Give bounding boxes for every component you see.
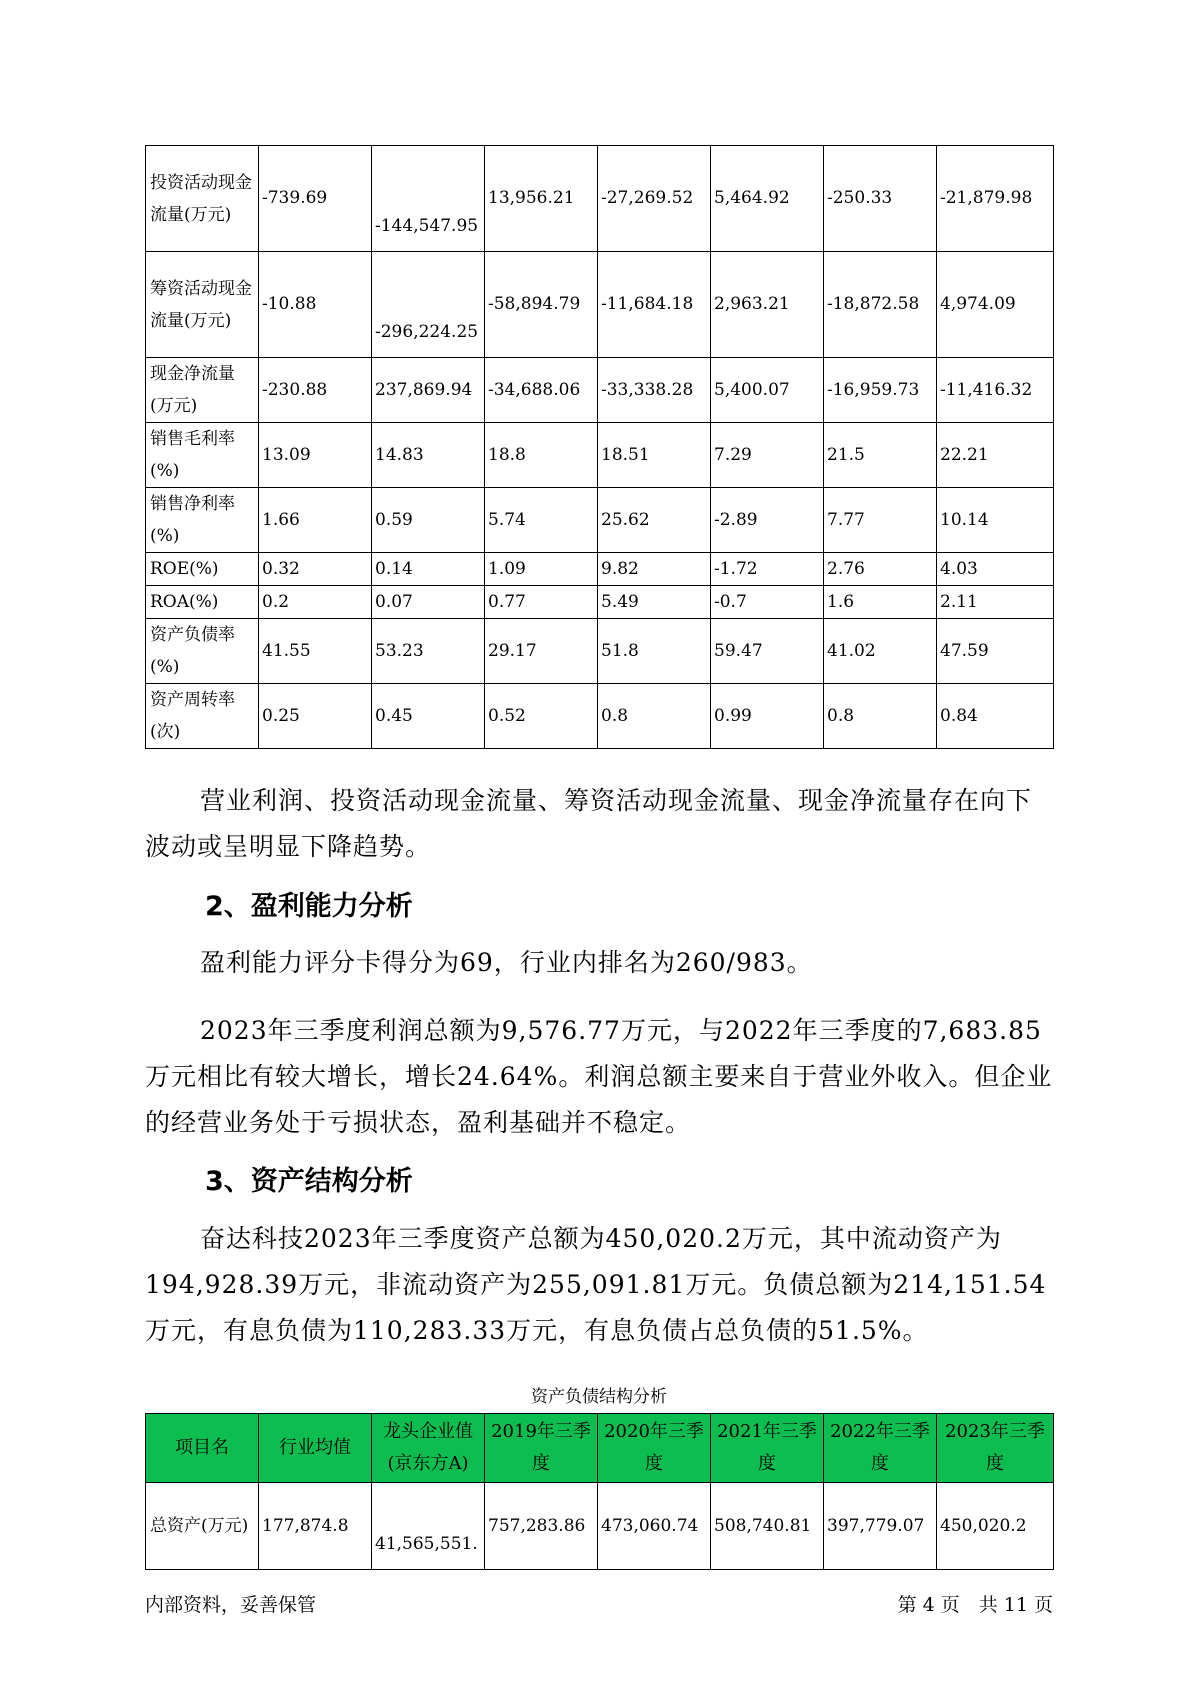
- column-header: 2020年三季度: [598, 1414, 711, 1483]
- row-label: 投资活动现金流量(万元): [146, 146, 259, 252]
- table-row: [146, 488, 1054, 553]
- table-cell: 5,400.07: [711, 358, 824, 423]
- table-cell: 13,956.21: [485, 146, 598, 252]
- row-label: 销售净利率(%): [146, 488, 259, 553]
- table-cell: -10.88: [259, 252, 372, 358]
- table-row: [146, 586, 1054, 619]
- asset-paragraph: 奋达科技2023年三季度资产总额为450,020.2万元，其中流动资产为194,928.39万元，非流动资产为255,091.81万元。负债总额为214,151.54万元，有息负债为110,283.33万元，有息负债占总负债的51.5%。: [145, 1224, 1047, 1345]
- row-label: ROE(%): [146, 553, 259, 586]
- row-label: ROA(%): [146, 586, 259, 619]
- section-heading-profitability: 2、盈利能力分析: [205, 891, 413, 922]
- page-number: 第 4 页 共 11 页: [897, 1594, 1053, 1616]
- table-row: [146, 1483, 1054, 1570]
- table-cell: -18,872.58: [824, 252, 937, 358]
- table-cell: -11,416.32: [937, 358, 1054, 423]
- table-row: [146, 146, 1054, 252]
- table-cell: -2.89: [711, 488, 824, 553]
- table-cell: 53.23: [372, 619, 485, 684]
- table-cell: -58,894.79: [485, 252, 598, 358]
- table-cell: 397,779.07: [824, 1483, 937, 1570]
- table-cell: -739.69: [259, 146, 372, 252]
- table-row: [146, 358, 1054, 423]
- column-header: 2019年三季度: [485, 1414, 598, 1483]
- table-cell: 0.45: [372, 684, 485, 749]
- row-label: 销售毛利率(%): [146, 423, 259, 488]
- table-cell: -27,269.52: [598, 146, 711, 252]
- column-header: 2023年三季度: [937, 1414, 1054, 1483]
- table-cell: 29.17: [485, 619, 598, 684]
- row-label: 筹资活动现金流量(万元): [146, 252, 259, 358]
- table-cell: 473,060.74: [598, 1483, 711, 1570]
- profit-score-paragraph: 盈利能力评分卡得分为69，行业内排名为260/983。: [200, 948, 813, 977]
- table-caption: 资产负债结构分析: [531, 1387, 667, 1407]
- row-label: 资产周转率(次): [146, 684, 259, 749]
- table-cell: 450,020.2: [937, 1483, 1054, 1570]
- table-cell: 41.02: [824, 619, 937, 684]
- table-cell: 13.09: [259, 423, 372, 488]
- table-cell: 7.77: [824, 488, 937, 553]
- table-cell: -16,959.73: [824, 358, 937, 423]
- table-cell: 59.47: [711, 619, 824, 684]
- table-cell: 1.66: [259, 488, 372, 553]
- table-cell: 25.62: [598, 488, 711, 553]
- row-label: 现金净流量(万元): [146, 358, 259, 423]
- table-cell: 41.55: [259, 619, 372, 684]
- table-cell: 18.51: [598, 423, 711, 488]
- table-cell: -250.33: [824, 146, 937, 252]
- table-cell: 0.8: [824, 684, 937, 749]
- table-cell: 0.77: [485, 586, 598, 619]
- section-heading-asset-structure: 3、资产结构分析: [205, 1166, 413, 1197]
- table-cell: -11,684.18: [598, 252, 711, 358]
- table-cell: 0.99: [711, 684, 824, 749]
- table-cell: 4,974.09: [937, 252, 1054, 358]
- table-cell: 0.32: [259, 553, 372, 586]
- table-cell: -1.72: [711, 553, 824, 586]
- table-row: [146, 619, 1054, 684]
- trend-paragraph: 营业利润、投资活动现金流量、筹资活动现金流量、现金净流量存在向下波动或呈明显下降趋势。: [145, 786, 1033, 861]
- table-cell: 5,464.92: [711, 146, 824, 252]
- table-cell: -33,338.28: [598, 358, 711, 423]
- table-cell: 0.59: [372, 488, 485, 553]
- table-cell: 2.11: [937, 586, 1054, 619]
- table-cell: 22.21: [937, 423, 1054, 488]
- table-cell: 237,869.94: [372, 358, 485, 423]
- table-row: [146, 553, 1054, 586]
- table-cell: 5.49: [598, 586, 711, 619]
- table-cell: 5.74: [485, 488, 598, 553]
- table-header-row: [146, 1414, 1054, 1483]
- table-row: [146, 684, 1054, 749]
- column-header: 龙头企业值(京东方A): [372, 1414, 485, 1483]
- table-cell: -144,547.95: [372, 146, 485, 252]
- table-cell: 0.52: [485, 684, 598, 749]
- table-cell: -230.88: [259, 358, 372, 423]
- row-label: 总资产(万元): [146, 1483, 259, 1570]
- balance-sheet-table: [145, 1413, 1054, 1570]
- table-cell: 18.8: [485, 423, 598, 488]
- table-cell: 9.82: [598, 553, 711, 586]
- column-header: 2022年三季度: [824, 1414, 937, 1483]
- table-cell: 0.8: [598, 684, 711, 749]
- table-cell: 177,874.8: [259, 1483, 372, 1570]
- table-cell: 2.76: [824, 553, 937, 586]
- table-cell: 10.14: [937, 488, 1054, 553]
- table-cell: 1.09: [485, 553, 598, 586]
- table-cell: 51.8: [598, 619, 711, 684]
- table-cell: 0.2: [259, 586, 372, 619]
- table-cell: 0.25: [259, 684, 372, 749]
- row-label: 资产负债率(%): [146, 619, 259, 684]
- table-cell: 0.14: [372, 553, 485, 586]
- table-cell: -21,879.98: [937, 146, 1054, 252]
- table-cell: 47.59: [937, 619, 1054, 684]
- table-cell: 4.03: [937, 553, 1054, 586]
- table-cell: 2,963.21: [711, 252, 824, 358]
- table-cell: 0.84: [937, 684, 1054, 749]
- table-cell: 757,283.86: [485, 1483, 598, 1570]
- footer-confidential-note: 内部资料，妥善保管: [145, 1594, 317, 1616]
- table-cell: -296,224.25: [372, 252, 485, 358]
- table-cell: 41,565,551.: [372, 1483, 485, 1570]
- table-cell: 1.6: [824, 586, 937, 619]
- profit-detail-paragraph: 2023年三季度利润总额为9,576.77万元，与2022年三季度的7,683.85万元相比有较大增长，增长24.64%。利润总额主要来自于营业外收入。但企业的经营业务处于亏损状态，盈利基础并不稳定。: [145, 1016, 1053, 1137]
- table-row: [146, 423, 1054, 488]
- table-cell: -34,688.06: [485, 358, 598, 423]
- column-header: 2021年三季度: [711, 1414, 824, 1483]
- column-header: 行业均值: [259, 1414, 372, 1483]
- column-header: 项目名: [146, 1414, 259, 1483]
- table-cell: -0.7: [711, 586, 824, 619]
- table-cell: 14.83: [372, 423, 485, 488]
- table-cell: 21.5: [824, 423, 937, 488]
- financial-indicator-table: [145, 145, 1054, 749]
- table-cell: 7.29: [711, 423, 824, 488]
- table-cell: 508,740.81: [711, 1483, 824, 1570]
- table-cell: 0.07: [372, 586, 485, 619]
- table-row: [146, 252, 1054, 358]
